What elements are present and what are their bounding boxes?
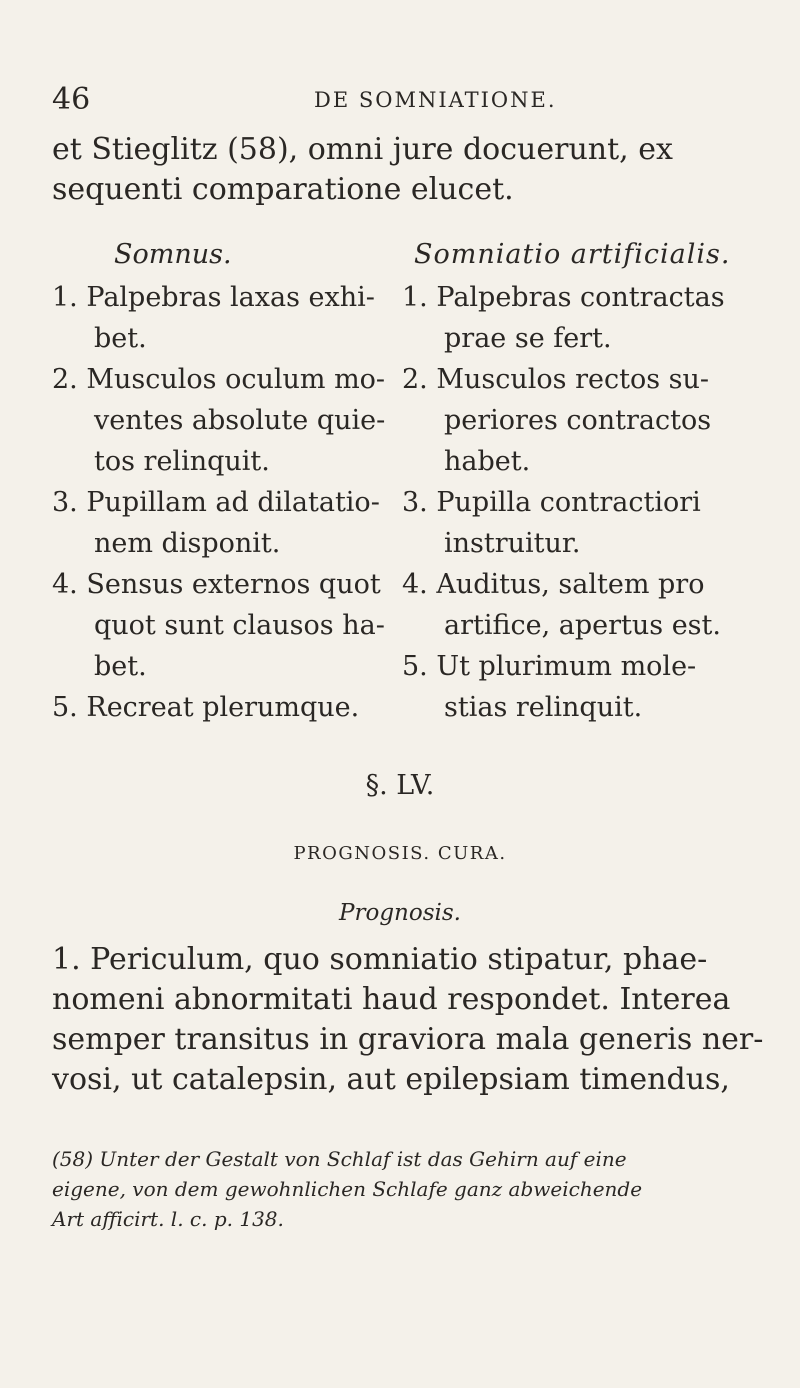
item-number: 1.: [402, 282, 428, 313]
somnus-item-2: [52, 359, 386, 482]
item-text: bet.: [94, 651, 147, 682]
item-text: Sensus externos quot: [86, 569, 381, 600]
somniatio-column-title: Somniatio artificialis.: [414, 239, 731, 270]
item-text: artifice, apertus est.: [444, 610, 721, 641]
item-text: Pupilla contractiori: [436, 487, 701, 518]
body-line: nomeni abnormitati haud respondet. Interea: [52, 982, 731, 1017]
section-mark: §. LV.: [365, 770, 435, 801]
footnote: [52, 1144, 752, 1234]
item-text: nem disponit.: [94, 528, 281, 559]
section-subtitle: PROGNOSIS. CURA.: [293, 843, 507, 864]
somniatio-item-4: [402, 564, 752, 646]
item-number: 2.: [402, 364, 428, 395]
page-header: [52, 82, 752, 122]
somnus-item-3: [52, 482, 382, 564]
item-text: Musculos rectos su-: [436, 364, 710, 395]
item-text: bet.: [94, 323, 147, 354]
item-number: 1.: [52, 282, 78, 313]
somniatio-column: [402, 234, 752, 728]
footnote-line: eigene, von dem gewohnlichen Schlafe ganz abweichende: [52, 1177, 643, 1201]
footnote-line: Art afficirt. l. c. p. 138.: [52, 1207, 284, 1231]
item-text: Pupillam ad dilatatio-: [86, 487, 380, 518]
body-line: semper transitus in graviora mala generis ner-: [52, 1022, 764, 1057]
somnus-item-1: [52, 277, 382, 359]
item-text: Palpebras laxas exhi-: [86, 282, 375, 313]
body-line: vosi, ut catalepsin, aut epilepsiam timendus,: [52, 1062, 730, 1097]
intro-paragraph: [52, 130, 752, 210]
body-line: 1. Periculum, quo somniatio stipatur, phae-: [52, 942, 708, 977]
somniatio-item-2: [402, 359, 752, 482]
somnus-column: [52, 234, 386, 728]
item-number: 5.: [52, 692, 78, 723]
section-heading: Prognosis.: [339, 900, 461, 926]
somnus-item-4: [52, 564, 385, 687]
page-number: 46: [52, 82, 91, 117]
item-text: prae se fert.: [444, 323, 612, 354]
item-text: quot sunt clausos ha-: [94, 610, 385, 641]
item-text: Musculos oculum mo-: [86, 364, 386, 395]
item-number: 2.: [52, 364, 78, 395]
item-text: instruitur.: [444, 528, 581, 559]
item-number: 4.: [402, 569, 428, 600]
somniatio-item-3: [402, 482, 752, 564]
item-text: Auditus, saltem pro: [436, 569, 705, 600]
item-text: Recreat plerumque.: [86, 692, 360, 723]
item-text: Ut plurimum mole-: [436, 651, 697, 682]
footnote-line: (58) Unter der Gestalt von Schlaf ist das Gehirn auf eine: [52, 1147, 627, 1171]
intro-line: et Stieglitz (58), omni jure docuerunt, ex: [52, 132, 673, 167]
item-number: 5.: [402, 651, 428, 682]
item-number: 3.: [402, 487, 428, 518]
somnus-column-title: Somnus.: [114, 239, 232, 270]
item-text: stias relinquit.: [444, 692, 643, 723]
somniatio-item-5: [402, 646, 752, 728]
item-text: tos relinquit.: [94, 446, 270, 477]
running-title: DE SOMNIATIONE.: [314, 88, 557, 112]
body-paragraph: [52, 940, 764, 1100]
item-text: ventes absolute quie-: [94, 405, 386, 436]
item-text: periores contractos: [444, 405, 712, 436]
item-number: 4.: [52, 569, 78, 600]
item-text: habet.: [444, 446, 531, 477]
somniatio-item-1: [402, 277, 752, 359]
item-number: 3.: [52, 487, 78, 518]
somnus-item-5: [52, 687, 382, 728]
item-text: Palpebras contractas: [436, 282, 725, 313]
intro-line: sequenti comparatione elucet.: [52, 172, 514, 207]
